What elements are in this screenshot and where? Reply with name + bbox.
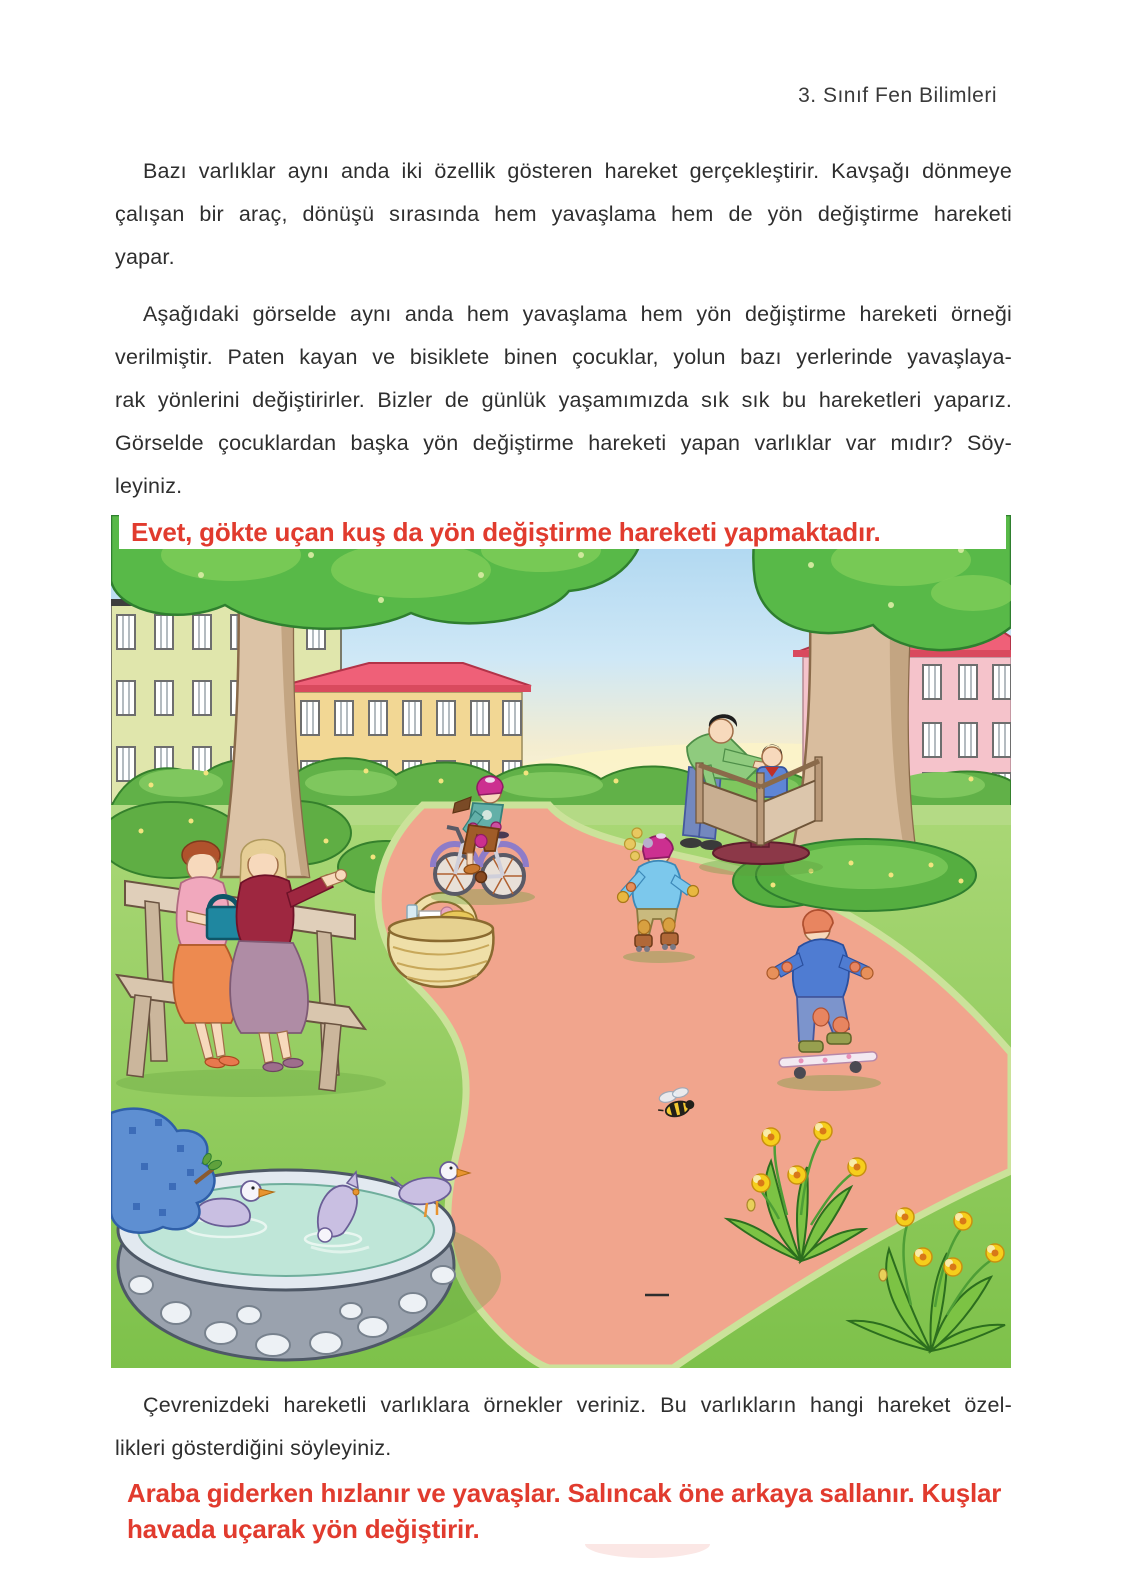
paragraph-3 — [115, 1384, 1012, 1470]
paragraph-1 — [115, 150, 1012, 279]
answer-line: havada uçarak yön değiştirir. — [127, 1513, 480, 1544]
paragraph-line: Aşağıdaki görselde aynı anda hem yavaşlama hem yön değiştirme hareketi örneği — [143, 302, 1012, 326]
paragraph-2 — [115, 293, 1012, 508]
paragraph-line: çalışan bir araç, dönüşü sırasında hem yavaşlama hem de yön değiştirme hareketi — [115, 202, 1012, 226]
park-illustration — [111, 515, 1011, 1368]
paragraph-line: Görselde çocuklardan başka yön değiştirme hareketi yapan varlıklar var mıdır? Söy- — [115, 431, 1012, 455]
paragraph-line: leyiniz. — [115, 474, 183, 498]
paragraph-line: Bazı varlıklar aynı anda iki özellik gösteren hareket gerçekleştirir. Kavşağı dönmeye — [143, 159, 1012, 183]
page-header: 3. Sınıf Fen Bilimleri — [798, 84, 997, 107]
body-text — [115, 150, 1012, 508]
handwritten-answer-2 — [127, 1476, 1087, 1547]
page-decoration-arc — [585, 1544, 710, 1558]
paragraph-line: Çevrenizdeki hareketli varlıklara örnekler veriniz. Bu varlıkların hangi hareket özel- — [143, 1393, 1012, 1417]
paragraph-line: verilmiştir. Paten kayan ve bisiklete binen çocuklar, yolun bazı yerlerinde yavaşlaya- — [115, 345, 1012, 369]
paragraph-line: rak yönlerini değiştirirler. Bizler de günlük yaşamımızda sık sık bu hareketleri yaparız. — [115, 388, 1012, 412]
paragraph-line: yapar. — [115, 245, 175, 269]
answer-line: Araba giderken hızlanır ve yavaşlar. Salıncak öne arkaya sallanır. Kuşlar — [127, 1478, 1002, 1508]
handwritten-answer-1: Evet, gökte uçan kuş da yön değiştirme hareketi yapmaktadır. — [119, 515, 1006, 549]
paragraph-line: likleri gösterdiğini söyleyiniz. — [115, 1436, 392, 1460]
